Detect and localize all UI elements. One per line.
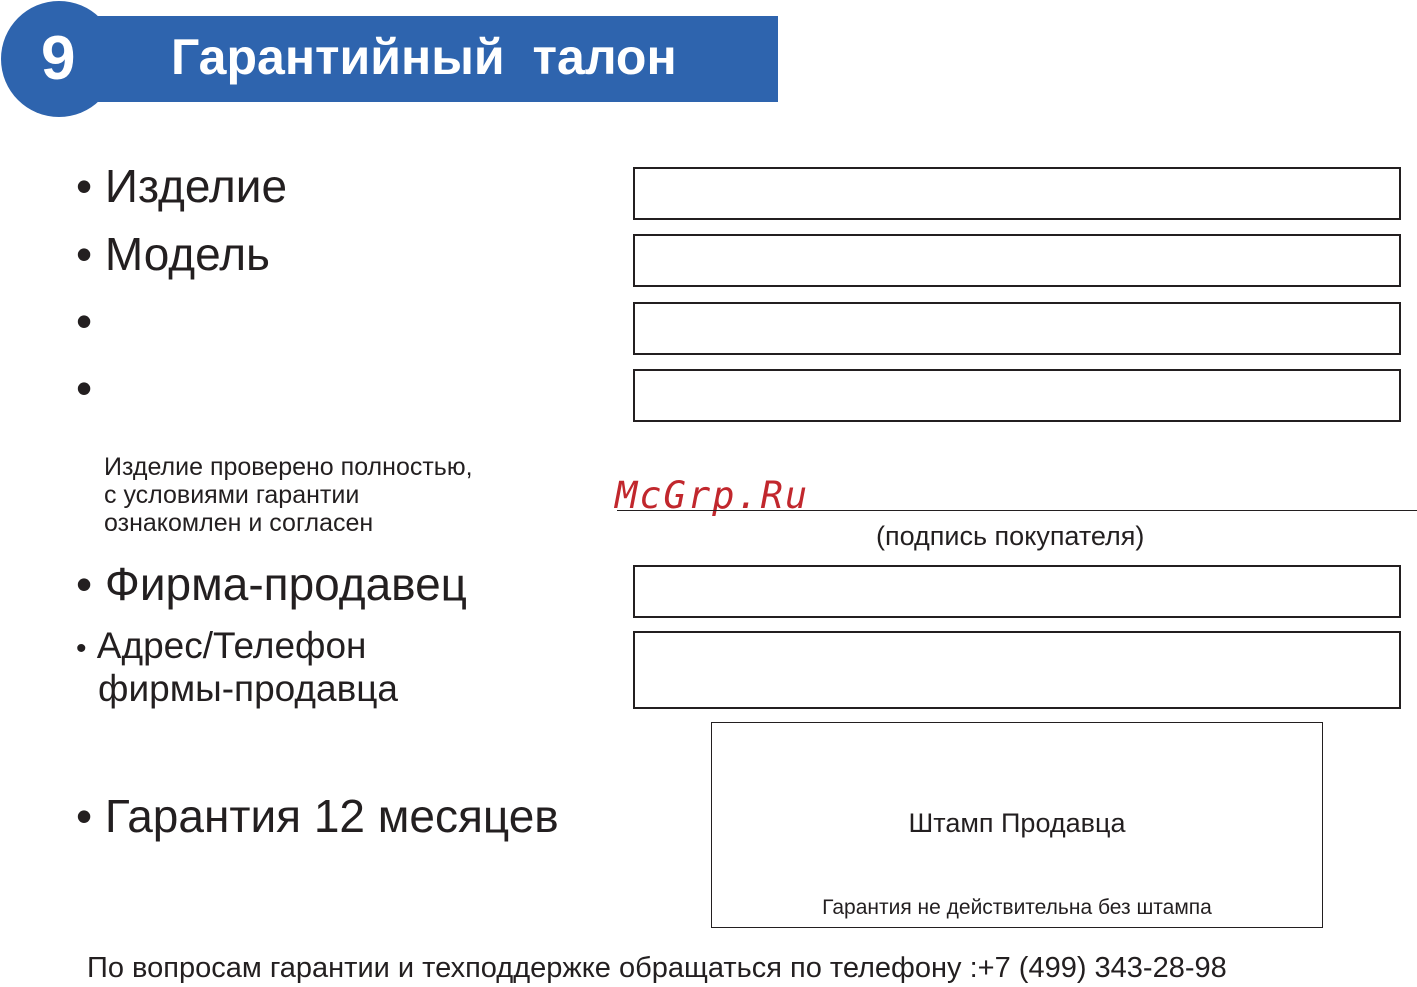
signature-line[interactable] [617, 510, 1417, 511]
agreement-line-1: Изделие проверено полностью, [104, 453, 473, 481]
section-number-badge: 9 [1, 1, 117, 117]
product-input[interactable] [633, 167, 1401, 220]
bullet: • [76, 228, 93, 280]
blank-field-4-label [76, 362, 92, 415]
seller-label-text: Фирма-продавец [104, 558, 468, 610]
model-label-text: Модель [104, 228, 271, 280]
address-phone-input[interactable] [633, 631, 1401, 709]
blank-field-3-label [76, 295, 92, 348]
bullet: • [76, 790, 93, 842]
model-field-label [76, 228, 270, 281]
blank-input-4[interactable] [633, 369, 1401, 422]
agreement-line-2: с условиями гарантии [104, 481, 360, 509]
watermark: McGrp.Ru [615, 474, 810, 517]
stamp-label: Штамп Продавца [908, 808, 1126, 838]
address-label-line-2: фирмы-продавца [98, 668, 399, 709]
bullet: • [76, 295, 93, 347]
model-input[interactable] [633, 234, 1401, 287]
signature-caption: (подпись покупателя) [876, 521, 1145, 551]
support-footer: По вопросам гарантии и техподдержке обращаться по телефону :+7 (499) 343-28-98 [87, 952, 1227, 984]
address-label-line-1: Адрес/Телефон [96, 625, 367, 666]
product-label-text: Изделие [104, 160, 288, 212]
bullet: • [76, 160, 93, 212]
product-field-label [76, 160, 287, 213]
bullet: • [76, 558, 93, 610]
stamp-note: Гарантия не действительна без штампа [822, 896, 1212, 919]
blank-input-3[interactable] [633, 302, 1401, 355]
address-field-label [76, 626, 398, 709]
seller-field-label [76, 558, 467, 611]
bullet: • [76, 632, 87, 665]
agreement-line-3: ознакомлен и согласен [104, 509, 374, 537]
agreement-note [104, 453, 473, 537]
page-title: Гарантийный талон [171, 29, 677, 85]
warranty-label-text: Гарантия 12 месяцев [104, 790, 559, 842]
bullet: • [76, 362, 93, 414]
warranty-label [76, 790, 559, 843]
seller-input[interactable] [633, 565, 1401, 618]
